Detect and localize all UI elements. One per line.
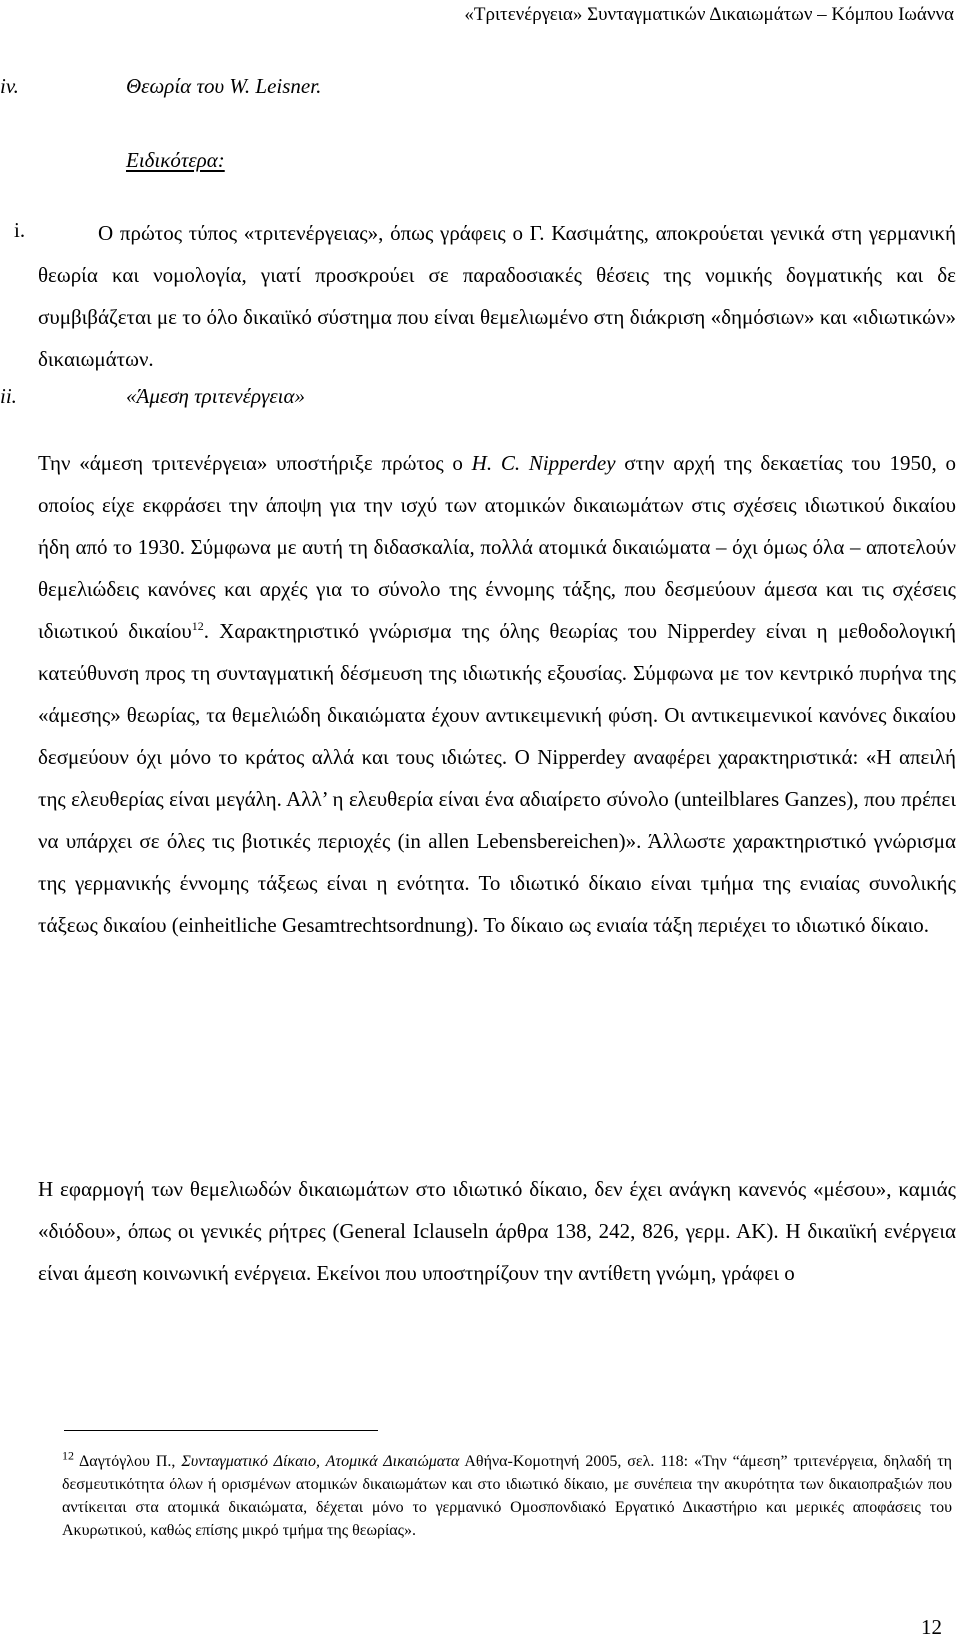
footnote-number: 12 (62, 1448, 74, 1463)
item-i-paragraph: Ο πρώτος τύπος «τριτενέργειας», όπως γράφεις ο Γ. Κασιμάτης, αποκρούεται γενικά στη γερμανική θεωρία και νομολογία, γιατί προσκρούει σε παραδοσιακές θέσεις της νομικής δογματικής και δε συμβιβάζεται με το όλο δικαιϊκό σύστημα που είναι θεμελιωμένο στη διάκριση «δημόσιων» και «ιδιωτικών» δικαιωμάτων. (38, 221, 956, 371)
running-header: «Τριτενέργεια» Συνταγματικών Δικαιωμάτων – Κόμπου Ιωάννα (464, 4, 954, 25)
footnote-divider (64, 1430, 378, 1431)
para2-mid: στην αρχή της δεκαετίας του 1950, ο οποίος είχε εκφράσει την άποψη για την ισχύ των ατομικών δικαιωμάτων στις σχέσεις ιδιωτικού δικαίου ήδη από το 1930. Σύμφωνα με αυτή τη διδασκαλία, πολλά ατομικά δικαιώματα – όχι όμως όλα – αποτελούν θεμελιώδεις κανόνες και αρχές για το σύνολο της έννομης τάξης, που δεσμεύουν άμεσα και τις σχέσεις ιδιωτικού δικαίου (38, 451, 957, 643)
closing-paragraph: Η εφαρμογή των θεμελιωδών δικαιωμάτων στο ιδιωτικό δίκαιο, δεν έχει ανάγκη κανενός «μέσου», καμιάς «διόδου», όπως οι γενικές ρήτρες (General Iclauseln άρθρα 138, 242, 826, γερμ. ΑΚ). Η δικαιϊκή ενέργεια είναι άμεση κοινωνική ενέργεια. Εκείνοι που υποστηρίζουν την αντίθετη γνώμη, γράφει ο (38, 1177, 956, 1285)
list-marker-ii: ii. (0, 384, 17, 408)
item-iv-title: Θεωρία του W. Leisner. (126, 74, 322, 98)
para2-end: . Χαρακτηριστικό γνώρισμα της όλης θεωρίας του Nipperdey είναι η μεθοδολογική κατεύθυνση προς τη συνταγματική δέσμευση της ιδιωτικής εξουσίας. Σύμφωνα με τον κεντρικό πυρήνα της «άμεσης» θεωρίας, τα θεμελιώδη δικαιώματα έχουν αντικειμενική φύση. Οι αντικειμενικοί κανόνες δικαίου δεσμεύουν όχι μόνο το κράτος αλλά και τους ιδιώτες. Ο Nipperdey αναφέρει χαρακτηριστικά: «Η απειλή της ελευθερίας είναι μεγάλη. Αλλ’ η ελευθερία είναι ένα αδιαίρετο σύνολο (unteilblares Ganzes), που πρέπει να υπάρχει σε όλες τις βιοτικές περιοχές (in allen Lebensbereichen)». Άλλωστε χαρακτηριστικό γνώρισμα της γερμανικής έννομης τάξεως είναι η ενότητα. Το ιδιωτικό δίκαιο είναι τμήμα της ενιαίας συνολικής τάξεως δικαίου (einheitliche Gesamtrechtsordnung). Το δίκαιο ως ενιαία τάξη περιέχει το ιδιωτικό δίκαιο. (38, 619, 956, 937)
author-name: H. C. Nipperdey (471, 451, 616, 475)
page-number: 12 (921, 1615, 942, 1639)
para2-start: Την «άμεση τριτενέργεια» υποστήριξε πρώτος ο (38, 451, 472, 475)
specifics-heading (126, 148, 225, 173)
footnote (62, 1450, 952, 1542)
specifics-heading-text: Ειδικότερα: (126, 148, 225, 172)
footnote-author: Δαγτόγλου Π., (74, 1453, 182, 1470)
footnote-text: Αθήνα-Κομοτηνή 2005, σελ. 118: «Την “άμεση” τριτενέργεια, δηλαδή τη δεσμευτικότητα όλων ή ορισμένων ατομικών δικαιωμάτων και στο ιδιωτικό δίκαιο, με συνέπεια την ακυρότητα των δικαιοπραξιών που αντίκειται στα ατομικά δικαιώματα, δέχεται μόνο το γερμανικό Ομοσπονδιακό Εργατικό Δικαστήριο και μερικές αποφάσεις του Ακυρωτικού, καθώς επίσης μικρό τμήμα της θεωρίας». (62, 1453, 953, 1539)
footnote-book-title: Συνταγματικό Δίκαιο, Ατομικά Δικαιώματα (181, 1453, 460, 1470)
list-marker-iv: iv. (0, 74, 19, 98)
list-marker-i: i. (14, 218, 26, 242)
main-paragraph (38, 442, 956, 946)
footnote-reference[interactable]: 12 (191, 619, 204, 633)
item-ii-title: «Άμεση τριτενέργεια» (126, 384, 305, 408)
